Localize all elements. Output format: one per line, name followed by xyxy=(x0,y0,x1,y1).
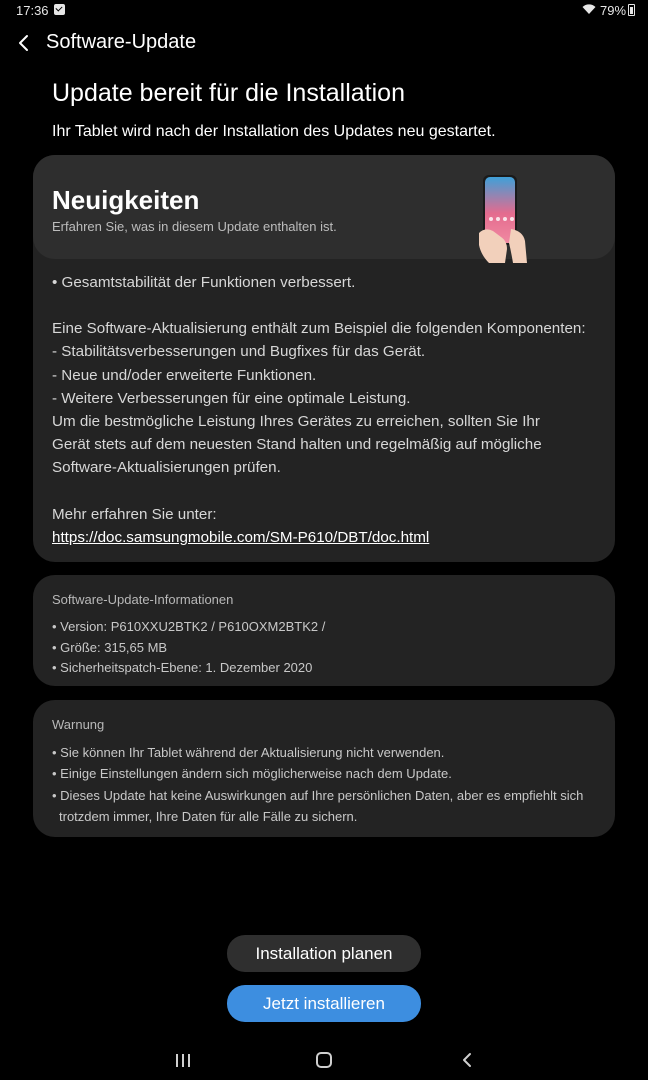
news-header xyxy=(33,155,615,259)
news-item: - Weitere Verbesserungen für eine optimale Leistung. xyxy=(52,389,411,407)
news-title: Neuigkeiten xyxy=(52,185,200,215)
warning-title: Warnung xyxy=(52,717,105,732)
page-subtitle: Ihr Tablet wird nach der Installation des Updates neu gestartet. xyxy=(52,123,496,140)
battery-icon xyxy=(628,4,635,16)
news-para-line: Software-Aktualisierungen prüfen. xyxy=(52,459,281,477)
update-info-card xyxy=(33,575,615,686)
news-intro: Eine Software-Aktualisierung enthält zum Beispiel die folgenden Komponenten: xyxy=(52,320,586,338)
battery-percentage: 79% xyxy=(600,3,627,18)
update-info-list xyxy=(52,617,612,679)
documentation-link[interactable]: https://doc.samsungmobile.com/SM-P610/DBT/doc.html xyxy=(52,528,430,546)
home-icon[interactable] xyxy=(316,1052,332,1068)
security-patch-item: • Sicherheitspatch-Ebene: 1. Dezember 2020 xyxy=(52,660,313,675)
more-info-label: Mehr erfahren Sie unter: xyxy=(52,505,217,523)
wifi-icon xyxy=(582,3,596,15)
navigation-bar xyxy=(0,1045,648,1080)
news-para-line: Gerät stets auf dem neuesten Stand halten und regelmäßig auf mögliche xyxy=(52,436,542,454)
install-now-button[interactable]: Jetzt installieren xyxy=(227,985,421,1022)
warning-item: • Dieses Update hat keine Auswirkungen auf Ihre persönlichen Daten, aber es empfiehlt sich xyxy=(52,787,584,803)
news-item: - Stabilitätsverbesserungen und Bugfixes für das Gerät. xyxy=(52,343,426,361)
back-arrow-icon[interactable] xyxy=(14,32,36,54)
size-item: • Größe: 315,65 MB xyxy=(52,639,168,655)
phone-in-hand-icon xyxy=(471,171,533,263)
news-para-line: Um die bestmögliche Leistung Ihres Gerätes zu erreichen, sollten Sie Ihr xyxy=(52,413,540,431)
recent-apps-icon[interactable] xyxy=(175,1053,191,1069)
status-time: 17:36 xyxy=(16,3,49,18)
news-body xyxy=(52,271,602,549)
warning-item: • Sie können Ihr Tablet während der Aktualisierung nicht verwenden. xyxy=(52,745,445,760)
status-bar xyxy=(0,0,648,22)
version-item: • Version: P610XXU2BTK2 / P610OXM2BTK2 / xyxy=(52,619,326,634)
app-title: Software-Update xyxy=(46,31,197,53)
news-subtitle: Erfahren Sie, was in diesem Update enthalten ist. xyxy=(52,219,337,234)
news-bullet: • Gesamtstabilität der Funktionen verbessert. xyxy=(52,274,356,291)
schedule-install-button[interactable]: Installation planen xyxy=(227,935,421,972)
news-item: - Neue und/oder erweiterte Funktionen. xyxy=(52,366,317,384)
update-info-title: Software-Update-Informationen xyxy=(52,592,234,607)
nav-back-icon[interactable] xyxy=(458,1051,476,1069)
news-card xyxy=(33,155,615,562)
app-bar xyxy=(0,28,648,58)
warning-list xyxy=(52,742,612,827)
page-title: Update bereit für die Installation xyxy=(52,79,405,107)
notification-icon xyxy=(54,4,65,15)
warning-item: • Einige Einstellungen ändern sich möglicherweise nach dem Update. xyxy=(52,766,452,782)
warning-card xyxy=(33,700,615,837)
warning-item: trotzdem immer, Ihre Daten für alle Fälle zu sichern. xyxy=(59,808,358,824)
